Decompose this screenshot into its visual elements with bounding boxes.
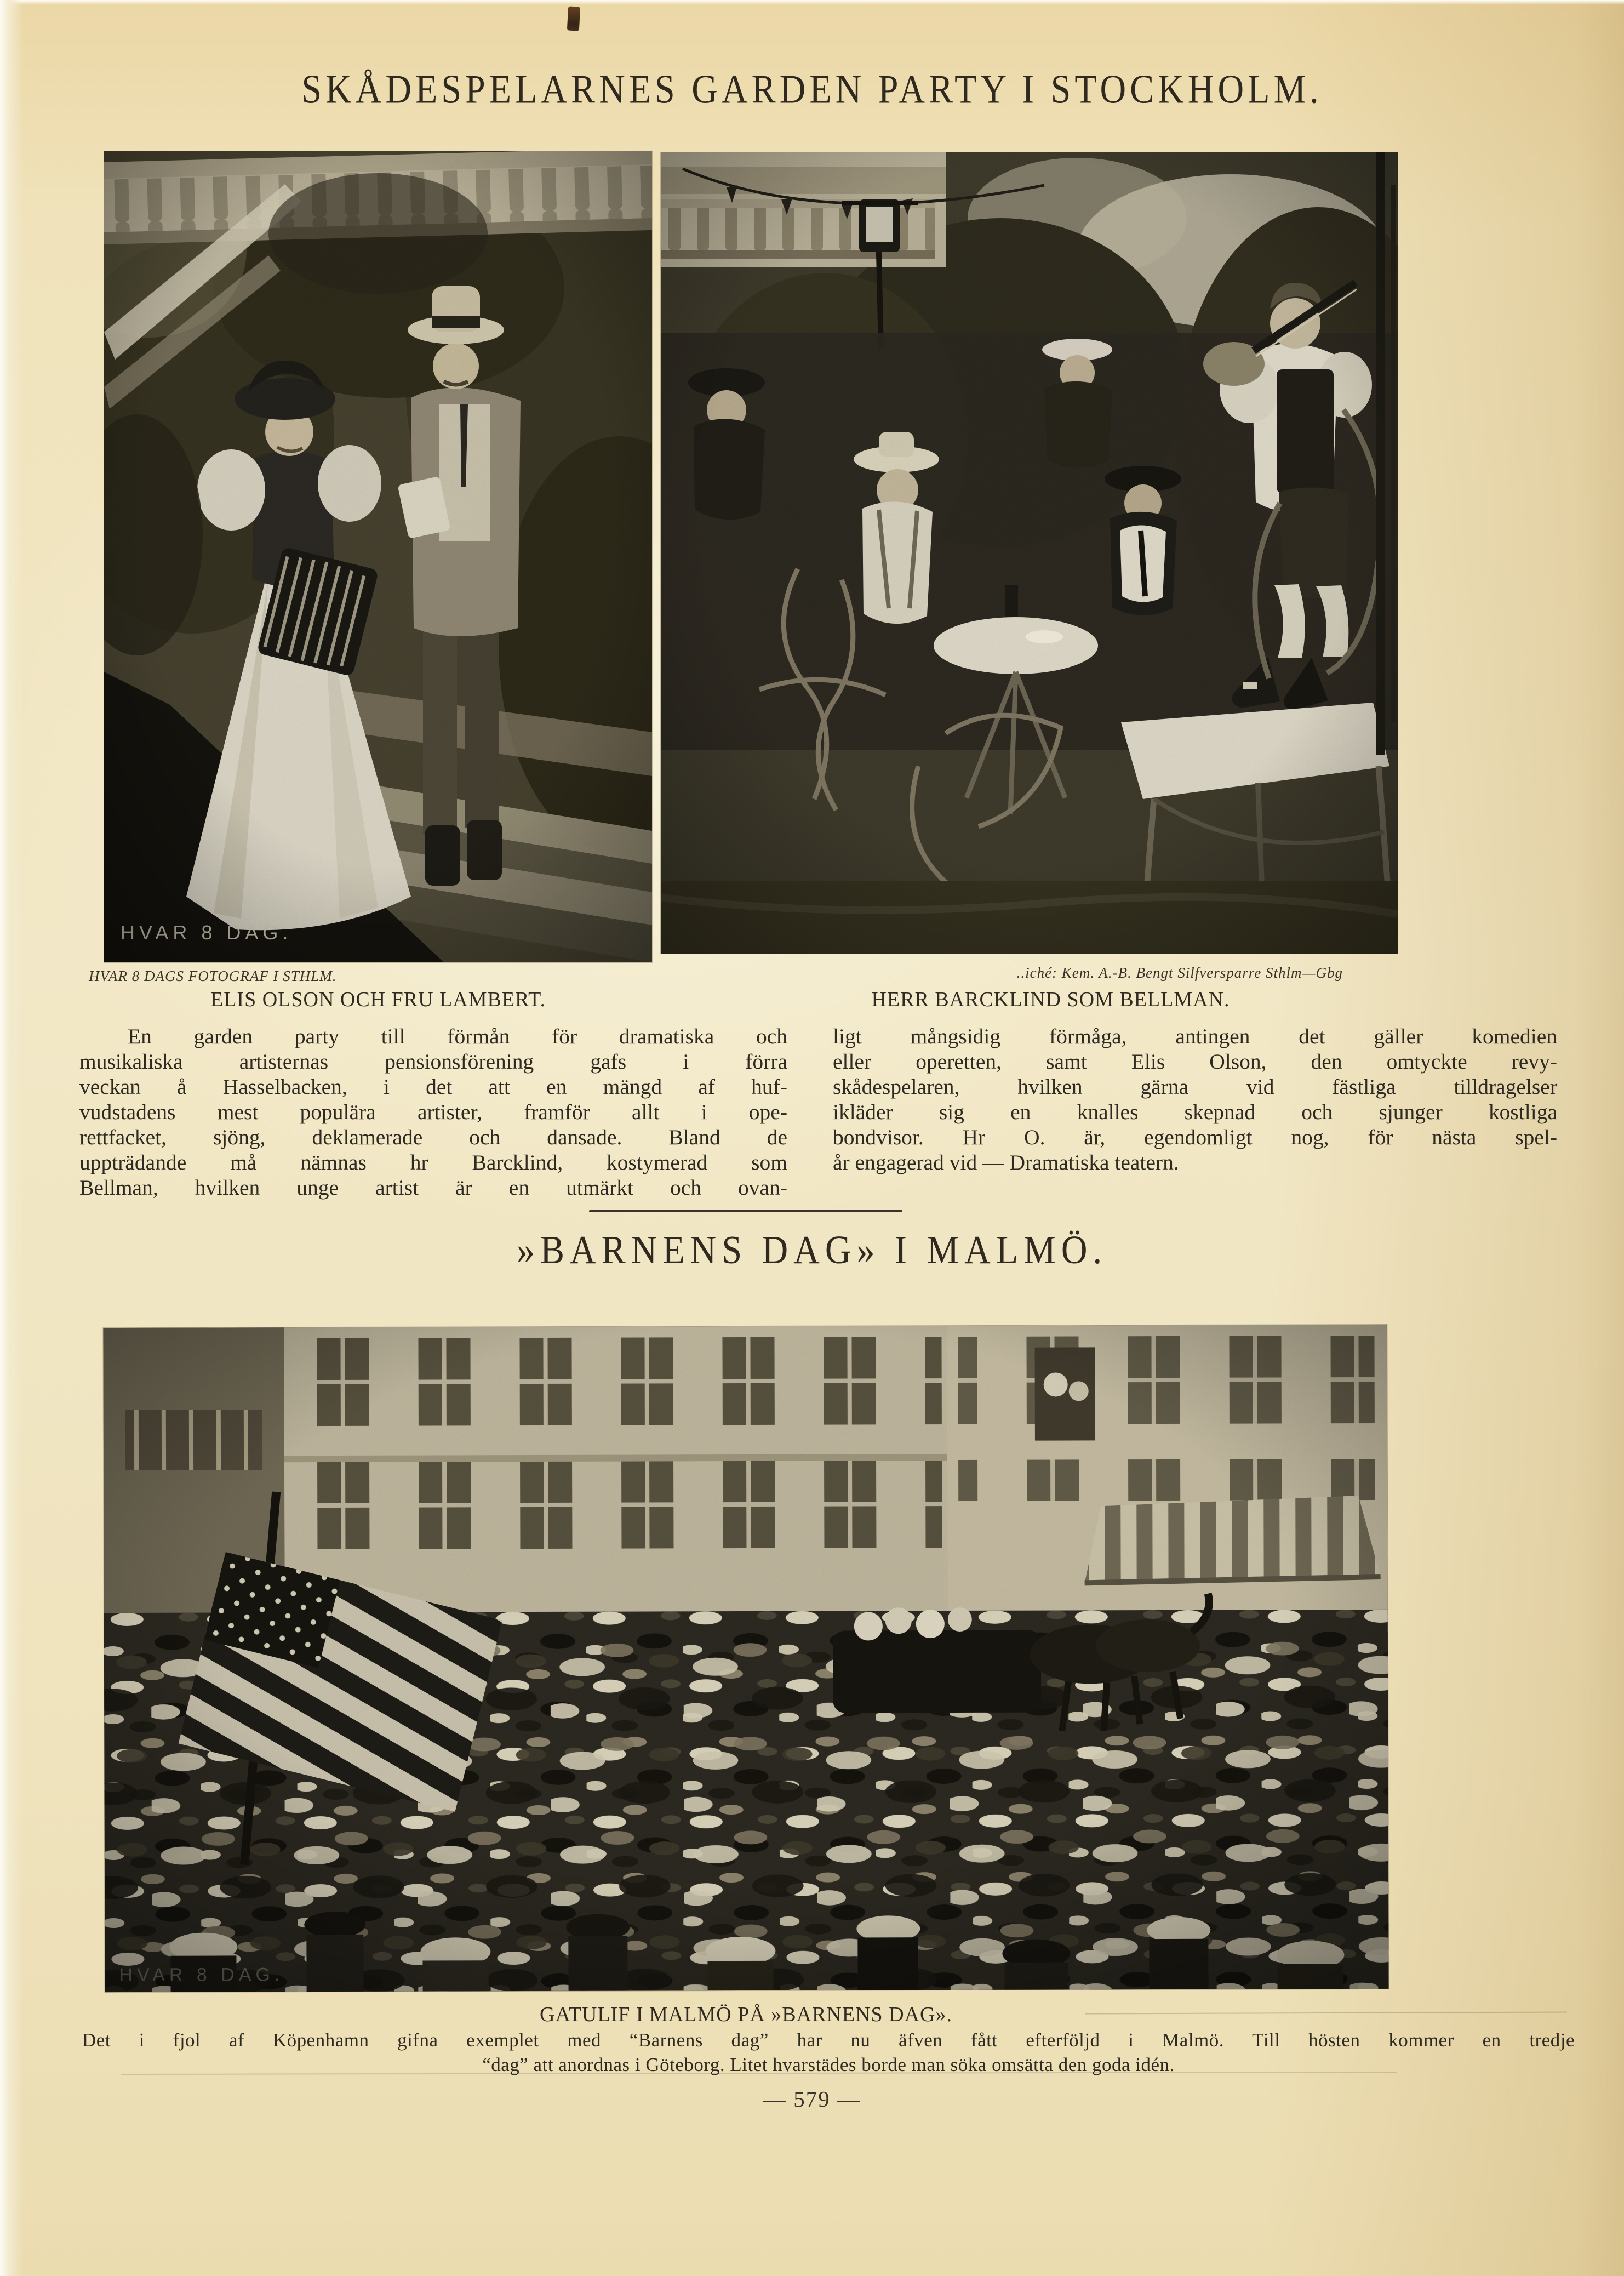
photo-elis-olson-fru-lambert — [104, 151, 652, 962]
body-line: Bellman, hvilken unge artist är en utmärkt och ovan- — [79, 1176, 787, 1200]
photo-credit-left: HVAR 8 DAGS FOTOGRAF I STHLM. — [89, 968, 337, 984]
section-heading — [0, 1230, 1624, 1271]
page-title — [0, 69, 1624, 111]
photo-credit-right: ..iché: Kem. A.-B. Bengt Silfversparre Sthlm—Gbg — [1016, 965, 1343, 981]
body-line: vudstadens mest populära artister, framför allt i ope- — [79, 1100, 787, 1124]
body-line: bondvisor. Hr O. är, egendomligt nog, för nästa spel- — [833, 1125, 1557, 1149]
body-line-last: år engagerad vid — Dramatiska teatern. — [833, 1150, 1179, 1174]
body-line: veckan å Hasselbacken, i det att en mängd af huf- — [79, 1075, 787, 1099]
article-column-right — [833, 1024, 1557, 1175]
body-line: ikläder sig en knalles skepnad och sjunger kostliga — [833, 1100, 1557, 1124]
section-divider-rule — [589, 1210, 902, 1212]
article-column-right-lines — [833, 1024, 1557, 1150]
bottom-paragraph — [82, 2028, 1575, 2077]
photo-elis-olson-illustration — [104, 151, 652, 962]
body-line: En garden party till förmån för dramatiska och — [128, 1024, 787, 1048]
photo-bellman-illustration — [661, 152, 1398, 954]
body-line: uppträdande må nämnas hr Barcklind, kostymerad som — [79, 1150, 787, 1174]
photo-gatulif-malmo — [103, 1325, 1388, 1992]
caption-barcklind: HERR BARCKLIND SOM BELLMAN. — [871, 988, 1230, 1011]
body-line: rettfacket, sjöng, deklamerade och dansade. Bland de — [79, 1125, 787, 1149]
caption-elis-olson: ELIS OLSON OCH FRU LAMBERT. — [210, 988, 546, 1011]
body-line: eller operetten, samt Elis Olson, den omtyckte revy- — [833, 1049, 1557, 1074]
caption-gatulif-malmo: GATULIF I MALMÖ PÅ »BARNENS DAG». — [540, 2003, 952, 2026]
article-column-left — [79, 1024, 787, 1200]
body-line: skådespelaren, hvilken gärna vid fästliga tilldragelser — [833, 1075, 1557, 1099]
page-title-text: SKÅDESPELARNES GARDEN PARTY I STOCKHOLM. — [301, 67, 1323, 112]
section-heading-text: »BARNENS DAG» I MALMÖ. — [516, 1228, 1108, 1273]
photo-malmo-illustration — [103, 1325, 1388, 1992]
page-number: — 579 — — [763, 2086, 861, 2112]
ink-blot-artifact — [567, 6, 580, 31]
body-line: musikaliska artisternas pensionsförening gafs i förra — [79, 1049, 787, 1074]
bottom-paragraph-line1: Det i fjol af Köpenhamn gifna exemplet med “Barnens dag” har nu äfven fått efterföljd i Malmö. Till hösten kommer en tredje — [82, 2029, 1575, 2051]
bottom-paragraph-line2: “dag” att anordnas i Göteborg. Litet hvarstädes borde man söka omsätta den goda idén. — [482, 2054, 1175, 2075]
body-line: ligt mångsidig förmåga, antingen det gäller komedien — [833, 1024, 1557, 1048]
photo-barcklind-bellman — [661, 152, 1398, 954]
